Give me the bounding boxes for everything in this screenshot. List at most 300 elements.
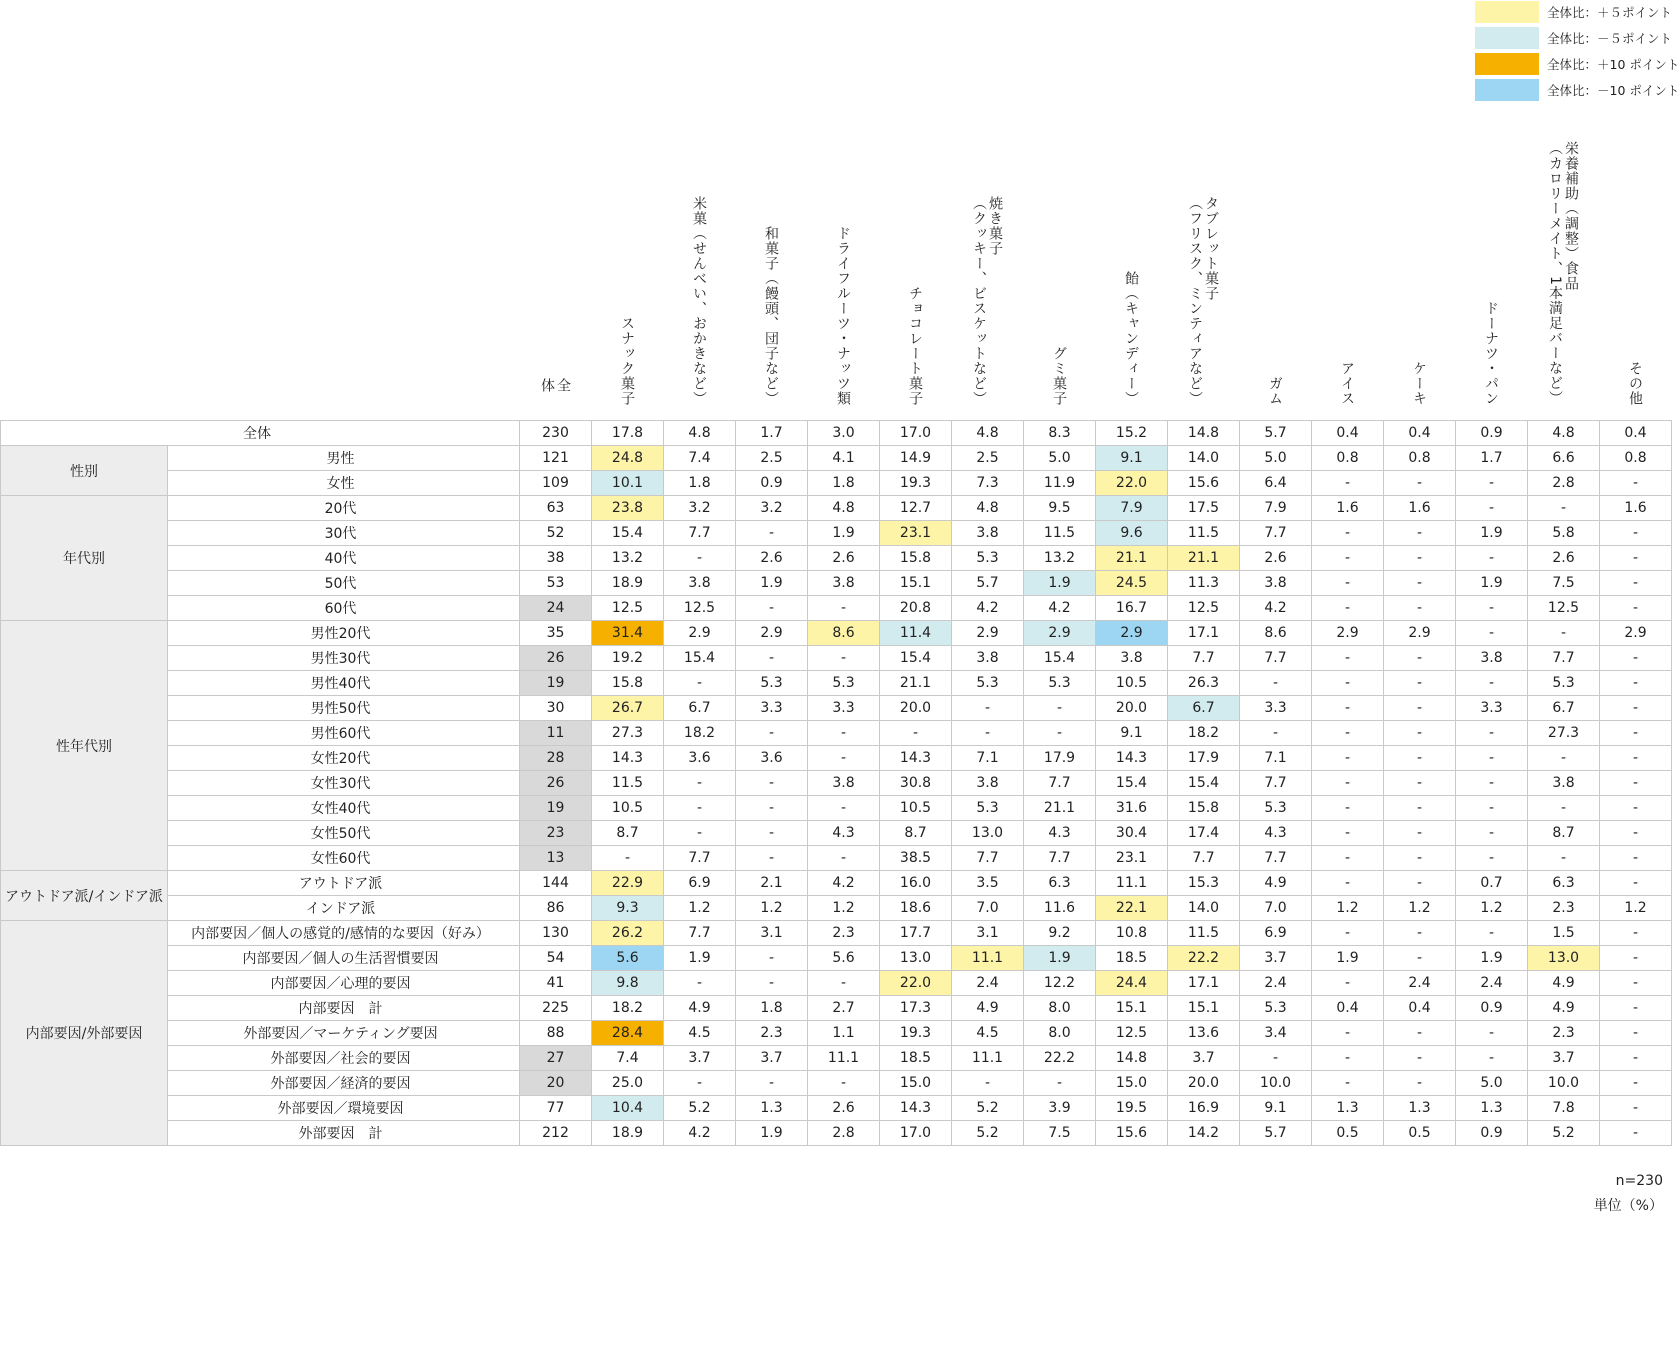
value-cell: 0.4	[1384, 421, 1456, 446]
value-cell: 5.2	[1528, 1121, 1600, 1146]
value-cell: -	[1456, 621, 1528, 646]
value-cell: 1.9	[736, 571, 808, 596]
value-cell: 4.8	[1528, 421, 1600, 446]
value-cell: 4.8	[952, 496, 1024, 521]
value-cell: 5.3	[1528, 671, 1600, 696]
value-cell: 7.7	[1240, 521, 1312, 546]
sample-count-cell: 63	[520, 496, 592, 521]
sample-count-cell: 20	[520, 1071, 592, 1096]
value-cell: 1.2	[664, 896, 736, 921]
value-cell: 10.5	[1096, 671, 1168, 696]
table-row	[1, 1071, 1672, 1096]
value-cell: 0.4	[1312, 421, 1384, 446]
sample-count-cell: 30	[520, 696, 592, 721]
value-cell: -	[1456, 721, 1528, 746]
value-cell: 3.3	[1456, 696, 1528, 721]
value-cell: 2.5	[952, 446, 1024, 471]
value-cell: 14.3	[880, 746, 952, 771]
value-cell: 10.5	[880, 796, 952, 821]
value-cell: 19.3	[880, 1021, 952, 1046]
value-cell: 2.4	[952, 971, 1024, 996]
value-cell: 3.3	[1240, 696, 1312, 721]
value-cell: 3.8	[1240, 571, 1312, 596]
value-cell: -	[736, 946, 808, 971]
sample-count-cell: 11	[520, 721, 592, 746]
value-cell: 17.3	[880, 996, 952, 1021]
value-cell: 17.1	[1168, 621, 1240, 646]
table-row	[1, 571, 1672, 596]
value-cell: 5.3	[736, 671, 808, 696]
value-cell: -	[736, 721, 808, 746]
value-cell: 3.8	[1096, 646, 1168, 671]
value-cell: 0.4	[1312, 996, 1384, 1021]
value-cell: 11.6	[1024, 896, 1096, 921]
value-cell: 19.3	[880, 471, 952, 496]
value-cell: 2.9	[664, 621, 736, 646]
value-cell: 11.5	[592, 771, 664, 796]
value-cell: 4.2	[808, 871, 880, 896]
value-cell: 11.5	[1168, 521, 1240, 546]
group-label: アウトドア派/インドア派	[1, 871, 168, 921]
value-cell: 13.0	[880, 946, 952, 971]
value-cell: -	[1456, 846, 1528, 871]
value-cell: 3.6	[664, 746, 736, 771]
row-label: 女性30代	[168, 771, 520, 796]
value-cell: 15.3	[1168, 871, 1240, 896]
value-cell: 17.5	[1168, 496, 1240, 521]
legend-label: 全体比：－５ポイント	[1547, 31, 1673, 46]
row-label: 男性60代	[168, 721, 520, 746]
legend-item	[1475, 52, 1680, 76]
value-cell: 13.0	[952, 821, 1024, 846]
value-cell: 1.3	[1312, 1096, 1384, 1121]
value-cell: 5.3	[1240, 796, 1312, 821]
value-cell: -	[1312, 846, 1384, 871]
value-cell: -	[808, 646, 880, 671]
sample-count-cell: 19	[520, 796, 592, 821]
value-cell: 27.3	[1528, 721, 1600, 746]
value-cell: 8.0	[1024, 996, 1096, 1021]
table-row	[1, 821, 1672, 846]
table-row	[1, 721, 1672, 746]
value-cell: -	[1384, 521, 1456, 546]
value-cell: 1.2	[1312, 896, 1384, 921]
value-cell: 15.6	[1096, 1121, 1168, 1146]
value-cell: 10.8	[1096, 921, 1168, 946]
value-cell: -	[1384, 696, 1456, 721]
column-header: 栄養補助（調整）食品 （カロリーメイト、1本満足バーなど）	[1547, 141, 1579, 406]
table-row	[1, 496, 1672, 521]
value-cell: 1.3	[1456, 1096, 1528, 1121]
value-cell: 1.1	[808, 1021, 880, 1046]
value-cell: -	[1600, 471, 1672, 496]
value-cell: -	[1600, 596, 1672, 621]
value-cell: 6.7	[664, 696, 736, 721]
value-cell: -	[952, 696, 1024, 721]
value-cell: 1.9	[1024, 946, 1096, 971]
value-cell: 13.6	[1168, 1021, 1240, 1046]
value-cell: 7.7	[664, 921, 736, 946]
value-cell: 18.9	[592, 571, 664, 596]
value-cell: -	[1312, 521, 1384, 546]
value-cell: 0.4	[1600, 421, 1672, 446]
row-label: 男性30代	[168, 646, 520, 671]
value-cell: 11.1	[952, 946, 1024, 971]
value-cell: 18.9	[592, 1121, 664, 1146]
sample-count-cell: 77	[520, 1096, 592, 1121]
value-cell: 1.2	[808, 896, 880, 921]
table-row	[1, 871, 1672, 896]
row-label: 女性	[168, 471, 520, 496]
value-cell: 15.4	[664, 646, 736, 671]
value-cell: 20.8	[880, 596, 952, 621]
table-row	[1, 1046, 1672, 1071]
value-cell: 12.5	[1096, 1021, 1168, 1046]
value-cell: 17.7	[880, 921, 952, 946]
value-cell: -	[1312, 921, 1384, 946]
value-cell: 12.5	[592, 596, 664, 621]
value-cell: -	[1528, 621, 1600, 646]
value-cell: -	[1528, 746, 1600, 771]
value-cell: 15.1	[1168, 996, 1240, 1021]
value-cell: 3.2	[736, 496, 808, 521]
row-label: 全体	[1, 421, 520, 446]
sample-count-cell: 144	[520, 871, 592, 896]
value-cell: 1.8	[808, 471, 880, 496]
sample-count-cell: 212	[520, 1121, 592, 1146]
value-cell: 1.8	[664, 471, 736, 496]
column-header: チョコレート菓子	[907, 286, 923, 406]
value-cell: 1.2	[1384, 896, 1456, 921]
value-cell: -	[808, 596, 880, 621]
row-label: 50代	[168, 571, 520, 596]
value-cell: 4.2	[1024, 596, 1096, 621]
value-cell: -	[664, 821, 736, 846]
value-cell: -	[592, 846, 664, 871]
value-cell: 3.3	[736, 696, 808, 721]
value-cell: -	[736, 821, 808, 846]
value-cell: 14.8	[1168, 421, 1240, 446]
sample-count-cell: 86	[520, 896, 592, 921]
column-header: アイス	[1339, 361, 1355, 406]
value-cell: -	[664, 971, 736, 996]
value-cell: -	[1024, 696, 1096, 721]
value-cell: -	[1312, 971, 1384, 996]
sample-count-cell: 35	[520, 621, 592, 646]
value-cell: -	[1240, 671, 1312, 696]
value-cell: 2.7	[808, 996, 880, 1021]
table-row	[1, 521, 1672, 546]
value-cell: 3.4	[1240, 1021, 1312, 1046]
table-row	[1, 471, 1672, 496]
value-cell: -	[1312, 821, 1384, 846]
value-cell: 3.7	[736, 1046, 808, 1071]
sample-count-cell: 225	[520, 996, 592, 1021]
value-cell: -	[808, 971, 880, 996]
value-cell: 30.4	[1096, 821, 1168, 846]
value-cell: 4.5	[952, 1021, 1024, 1046]
value-cell: -	[1600, 846, 1672, 871]
value-cell: -	[1384, 646, 1456, 671]
value-cell: -	[1600, 921, 1672, 946]
value-cell: -	[808, 1071, 880, 1096]
value-cell: 14.0	[1168, 446, 1240, 471]
value-cell: 4.8	[952, 421, 1024, 446]
column-header: ケーキ	[1411, 361, 1427, 406]
value-cell: -	[1312, 571, 1384, 596]
value-cell: 17.4	[1168, 821, 1240, 846]
value-cell: 8.0	[1024, 1021, 1096, 1046]
value-cell: 1.9	[1024, 571, 1096, 596]
column-header: スナック菓子	[619, 316, 635, 406]
value-cell: -	[1528, 846, 1600, 871]
value-cell: -	[1456, 746, 1528, 771]
value-cell: 28.4	[592, 1021, 664, 1046]
sample-count-cell: 13	[520, 846, 592, 871]
value-cell: 4.2	[952, 596, 1024, 621]
value-cell: -	[952, 721, 1024, 746]
value-cell: 23.8	[592, 496, 664, 521]
row-label: 外部要因／社会的要因	[168, 1046, 520, 1071]
crosstab-table	[0, 420, 1672, 1146]
value-cell: 1.6	[1312, 496, 1384, 521]
value-cell: 0.5	[1384, 1121, 1456, 1146]
value-cell: 2.9	[1024, 621, 1096, 646]
value-cell: -	[1600, 696, 1672, 721]
value-cell: -	[1456, 671, 1528, 696]
value-cell: 16.0	[880, 871, 952, 896]
value-cell: 4.3	[808, 821, 880, 846]
value-cell: 1.9	[1456, 521, 1528, 546]
table-row	[1, 946, 1672, 971]
value-cell: -	[736, 646, 808, 671]
value-cell: -	[1024, 1071, 1096, 1096]
row-label: 男性50代	[168, 696, 520, 721]
value-cell: -	[736, 846, 808, 871]
value-cell: 5.0	[1240, 446, 1312, 471]
value-cell: -	[1600, 671, 1672, 696]
value-cell: 3.8	[1456, 646, 1528, 671]
value-cell: 15.8	[1168, 796, 1240, 821]
table-row	[1, 1121, 1672, 1146]
value-cell: 22.2	[1024, 1046, 1096, 1071]
value-cell: 5.7	[1240, 421, 1312, 446]
value-cell: 3.2	[664, 496, 736, 521]
row-label: 30代	[168, 521, 520, 546]
sample-count-cell: 54	[520, 946, 592, 971]
legend-swatch	[1475, 53, 1539, 75]
value-cell: 6.7	[1168, 696, 1240, 721]
value-cell: 7.1	[952, 746, 1024, 771]
value-cell: 7.7	[1528, 646, 1600, 671]
column-header: 和菓子（饅頭、団子など）	[763, 226, 779, 406]
value-cell: 22.0	[1096, 471, 1168, 496]
value-cell: -	[1312, 596, 1384, 621]
sample-count-cell: 26	[520, 771, 592, 796]
value-cell: 0.4	[1384, 996, 1456, 1021]
value-cell: -	[1384, 796, 1456, 821]
value-cell: -	[664, 671, 736, 696]
value-cell: 2.3	[808, 921, 880, 946]
value-cell: 8.3	[1024, 421, 1096, 446]
value-cell: 4.8	[808, 496, 880, 521]
value-cell: 7.0	[952, 896, 1024, 921]
column-header: 飴（キャンディー）	[1123, 271, 1139, 406]
value-cell: -	[1312, 671, 1384, 696]
value-cell: 5.0	[1024, 446, 1096, 471]
value-cell: 7.7	[1168, 846, 1240, 871]
value-cell: 5.2	[664, 1096, 736, 1121]
group-label: 内部要因/外部要因	[1, 921, 168, 1146]
value-cell: -	[1384, 1071, 1456, 1096]
value-cell: 19.2	[592, 646, 664, 671]
value-cell: 5.0	[1456, 1071, 1528, 1096]
value-cell: 14.3	[1096, 746, 1168, 771]
legend-item	[1475, 78, 1680, 102]
row-label: 外部要因／マーケティング要因	[168, 1021, 520, 1046]
value-cell: 5.3	[1024, 671, 1096, 696]
value-cell: 2.4	[1456, 971, 1528, 996]
group-label: 性年代別	[1, 621, 168, 871]
value-cell: 2.9	[1312, 621, 1384, 646]
value-cell: -	[1528, 796, 1600, 821]
value-cell: -	[1312, 546, 1384, 571]
value-cell: 6.3	[1528, 871, 1600, 896]
value-cell: 18.6	[880, 896, 952, 921]
value-cell: 17.8	[592, 421, 664, 446]
value-cell: -	[1600, 546, 1672, 571]
sample-count-cell: 28	[520, 746, 592, 771]
value-cell: 17.9	[1024, 746, 1096, 771]
value-cell: 17.9	[1168, 746, 1240, 771]
value-cell: 5.2	[952, 1096, 1024, 1121]
value-cell: -	[736, 771, 808, 796]
value-cell: 9.1	[1096, 446, 1168, 471]
value-cell: 22.9	[592, 871, 664, 896]
value-cell: -	[1600, 646, 1672, 671]
value-cell: 2.6	[1240, 546, 1312, 571]
sample-count-cell: 38	[520, 546, 592, 571]
value-cell: 0.5	[1312, 1121, 1384, 1146]
row-label: 内部要因 計	[168, 996, 520, 1021]
value-cell: 4.9	[664, 996, 736, 1021]
value-cell: 9.3	[592, 896, 664, 921]
value-cell: -	[1384, 921, 1456, 946]
value-cell: 4.3	[1240, 821, 1312, 846]
value-cell: 15.4	[1096, 771, 1168, 796]
sample-count-cell: 109	[520, 471, 592, 496]
value-cell: -	[1456, 546, 1528, 571]
column-header: その他	[1627, 361, 1643, 406]
value-cell: -	[1456, 471, 1528, 496]
value-cell: 7.5	[1024, 1121, 1096, 1146]
value-cell: 2.6	[736, 546, 808, 571]
value-cell: 0.8	[1600, 446, 1672, 471]
value-cell: 8.6	[1240, 621, 1312, 646]
value-cell: -	[1600, 946, 1672, 971]
column-header: 全 体	[539, 378, 571, 406]
value-cell: -	[1456, 921, 1528, 946]
value-cell: 9.1	[1096, 721, 1168, 746]
value-cell: -	[736, 1071, 808, 1096]
value-cell: 11.1	[952, 1046, 1024, 1071]
value-cell: 18.2	[664, 721, 736, 746]
row-label: 男性40代	[168, 671, 520, 696]
value-cell: 1.8	[736, 996, 808, 1021]
value-cell: -	[736, 971, 808, 996]
value-cell: 12.5	[1528, 596, 1600, 621]
value-cell: -	[1312, 471, 1384, 496]
value-cell: -	[1600, 821, 1672, 846]
value-cell: -	[1600, 1046, 1672, 1071]
value-cell: -	[664, 771, 736, 796]
value-cell: 14.0	[1168, 896, 1240, 921]
value-cell: -	[1384, 571, 1456, 596]
value-cell: 3.3	[808, 696, 880, 721]
value-cell: 11.3	[1168, 571, 1240, 596]
legend-item	[1475, 0, 1680, 24]
value-cell: 3.5	[952, 871, 1024, 896]
value-cell: 2.9	[1600, 621, 1672, 646]
value-cell: 2.4	[1384, 971, 1456, 996]
value-cell: 15.6	[1168, 471, 1240, 496]
sample-count-cell: 130	[520, 921, 592, 946]
value-cell: 6.6	[1528, 446, 1600, 471]
unit-note: 単位（%）	[1593, 1198, 1663, 1214]
value-cell: 1.9	[808, 521, 880, 546]
value-cell: 10.1	[592, 471, 664, 496]
value-cell: 20.0	[1096, 696, 1168, 721]
row-label: 女性50代	[168, 821, 520, 846]
value-cell: 15.8	[880, 546, 952, 571]
value-cell: -	[808, 721, 880, 746]
value-cell: 7.3	[952, 471, 1024, 496]
value-cell: -	[1024, 721, 1096, 746]
value-cell: -	[1384, 1021, 1456, 1046]
value-cell: 14.3	[880, 1096, 952, 1121]
value-cell: 22.1	[1096, 896, 1168, 921]
value-cell: 14.3	[592, 746, 664, 771]
legend-label: 全体比：＋５ポイント	[1547, 5, 1673, 20]
value-cell: 0.9	[1456, 996, 1528, 1021]
value-cell: -	[1384, 821, 1456, 846]
value-cell: 7.7	[1024, 846, 1096, 871]
value-cell: 21.1	[880, 671, 952, 696]
legend-swatch	[1475, 27, 1539, 49]
value-cell: -	[664, 546, 736, 571]
value-cell: 7.4	[592, 1046, 664, 1071]
row-label: 外部要因／経済的要因	[168, 1071, 520, 1096]
value-cell: 0.9	[1456, 421, 1528, 446]
value-cell: -	[1312, 721, 1384, 746]
legend-item	[1475, 26, 1680, 50]
sample-count-cell: 41	[520, 971, 592, 996]
value-cell: 2.9	[1096, 621, 1168, 646]
value-cell: 7.7	[1240, 646, 1312, 671]
value-cell: 15.1	[880, 571, 952, 596]
value-cell: -	[1456, 496, 1528, 521]
value-cell: 3.0	[808, 421, 880, 446]
value-cell: 6.9	[664, 871, 736, 896]
value-cell: 7.5	[1528, 571, 1600, 596]
value-cell: 2.4	[1240, 971, 1312, 996]
value-cell: -	[1312, 696, 1384, 721]
row-label: 60代	[168, 596, 520, 621]
value-cell: 3.6	[736, 746, 808, 771]
value-cell: 21.1	[1168, 546, 1240, 571]
legend-label: 全体比：－10 ポイント	[1547, 83, 1680, 98]
value-cell: 5.3	[1240, 996, 1312, 1021]
